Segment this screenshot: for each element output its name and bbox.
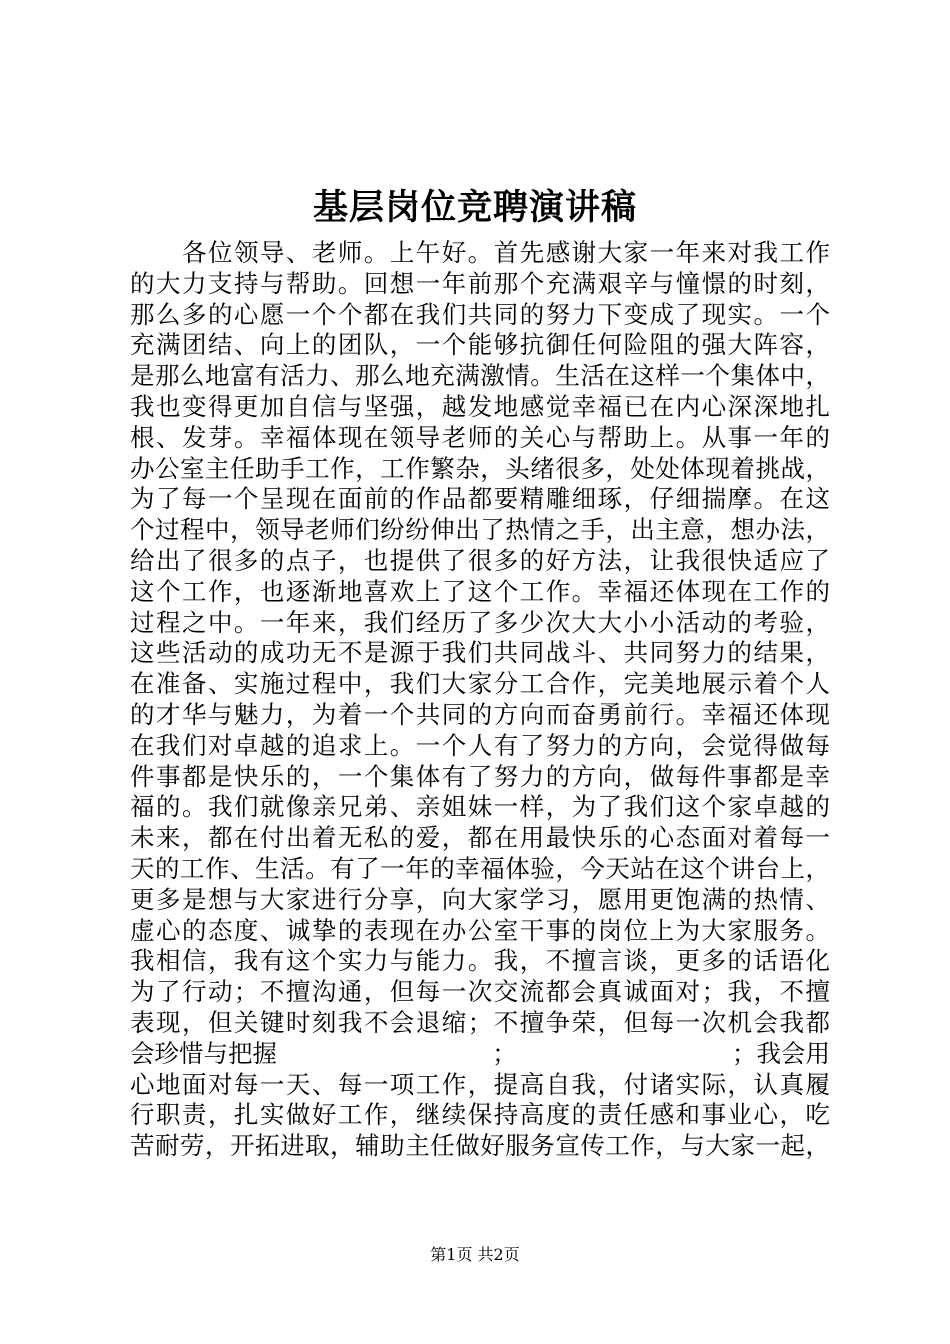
text-line: 给出了很多的点子，也提供了很多的好方法，让我很快适应了	[130, 545, 830, 575]
text-line: 我相信，我有这个实力与能力。我，不擅言谈，更多的话语化	[130, 946, 830, 976]
text-line: 过程之中。一年来，我们经历了多少次大大小小活动的考验，	[130, 607, 830, 637]
text-line: 表现，但关键时刻我不会退缩；不擅争荣，但每一次机会我都	[130, 1007, 830, 1037]
text-line: 这些活动的成功无不是源于我们共同战斗、共同努力的结果，	[130, 638, 830, 668]
text-line: 天的工作、生活。有了一年的幸福体验，今天站在这个讲台上，	[130, 853, 830, 883]
page-footer: 第1页 共2页	[430, 1245, 520, 1264]
text-line: 这个工作，也逐渐地喜欢上了这个工作。幸福还体现在工作的	[130, 576, 830, 606]
text-fragment: ；	[492, 1038, 517, 1068]
text-line: 那么多的心愿一个个都在我们共同的努力下变成了现实。一个	[130, 299, 830, 329]
text-line: 的才华与魅力，为着一个共同的方向而奋勇前行。幸福还体现	[130, 699, 830, 729]
body-text	[130, 238, 830, 1162]
text-line: 心地面对每一天、每一项工作，提高自我，付诸实际，认真履	[130, 1069, 830, 1099]
text-line: 为了行动；不擅沟通，但每一次交流都会真诚面对；我，不擅	[130, 977, 830, 1007]
text-fragment: ；我会用	[732, 1038, 830, 1068]
text-line: 个过程中，领导老师们纷纷伸出了热情之手，出主意，想办法，	[130, 515, 830, 545]
text-line: 在我们对卓越的追求上。一个人有了努力的方向，会觉得做每	[130, 730, 830, 760]
text-line: 是那么地富有活力、那么地充满激情。生活在这样一个集体中，	[130, 361, 830, 391]
text-line: 福的。我们就像亲兄弟、亲姐妹一样，为了我们这个家卓越的	[130, 792, 830, 822]
text-line: 充满团结、向上的团队，一个能够抗御任何险阻的强大阵容，	[130, 330, 830, 360]
text-line: 我也变得更加自信与坚强，越发地感觉幸福已在内心深深地扎	[130, 391, 830, 421]
text-fragment: 会珍惜与把握	[130, 1038, 277, 1068]
text-line: 根、发芽。幸福体现在领导老师的关心与帮助上。从事一年的	[130, 422, 830, 452]
text-line: 办公室主任助手工作，工作繁杂，头绪很多，处处体现着挑战，	[130, 453, 830, 483]
text-line: 行职责，扎实做好工作，继续保持高度的责任感和事业心，吃	[130, 1100, 830, 1130]
text-line: 苦耐劳，开拓进取，辅助主任做好服务宣传工作，与大家一起，	[130, 1131, 830, 1161]
text-line: 更多是想与大家进行分享，向大家学习，愿用更饱满的热情、	[130, 884, 830, 914]
text-line: 虚心的态度、诚挚的表现在办公室干事的岗位上为大家服务。	[130, 915, 830, 945]
text-line: 各位领导、老师。上午好。首先感谢大家一年来对我工作	[182, 238, 830, 267]
text-line: 在准备、实施过程中，我们大家分工合作，完美地展示着个人	[130, 669, 830, 699]
text-line: 的大力支持与帮助。回想一年前那个充满艰辛与憧憬的时刻，	[130, 268, 830, 298]
text-line-with-gaps	[130, 1039, 830, 1070]
document-title: 基层岗位竞聘演讲稿	[312, 187, 637, 228]
text-line: 为了每一个呈现在面前的作品都要精雕细琢，仔细揣摩。在这	[130, 484, 830, 514]
text-line: 未来，都在付出着无私的爱，都在用最快乐的心态面对着每一	[130, 823, 830, 853]
text-line: 件事都是快乐的，一个集体有了努力的方向，做每件事都是幸	[130, 761, 830, 791]
